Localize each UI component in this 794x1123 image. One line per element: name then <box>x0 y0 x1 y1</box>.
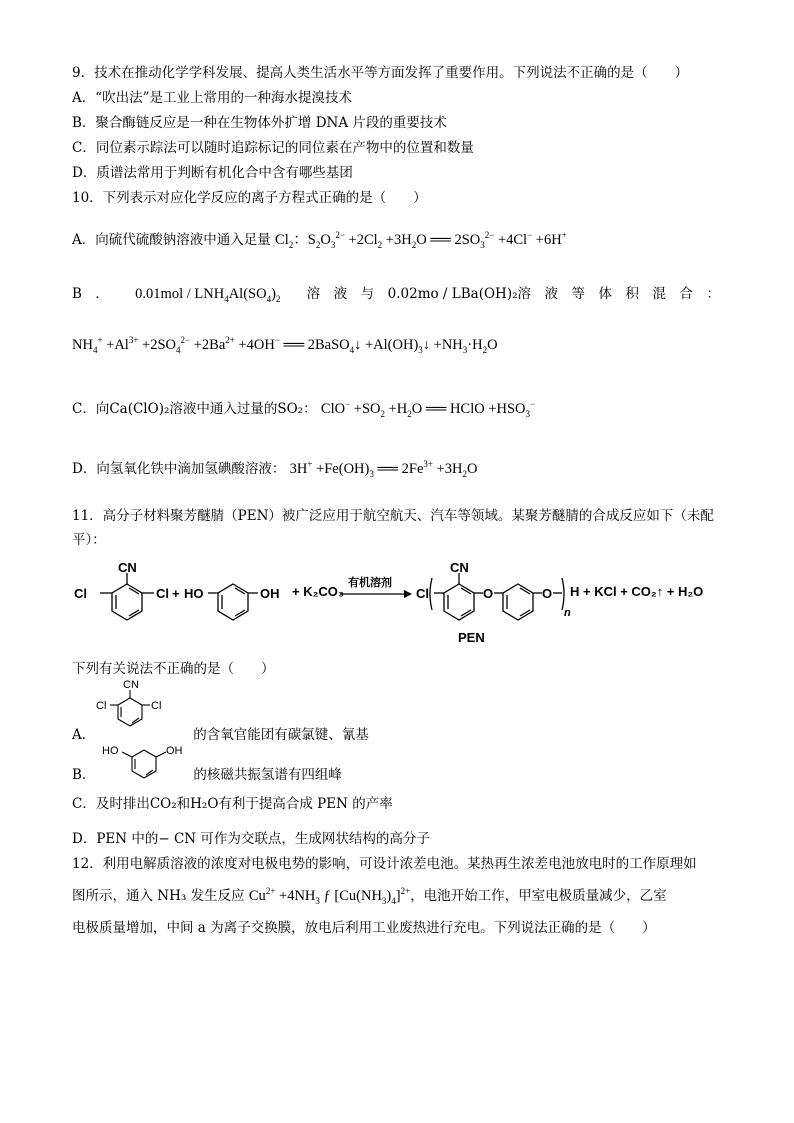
q10-option-d-text: D．向氢氧化铁中滴加氢碘酸溶液： <box>72 461 286 477</box>
q11-option-b-label: B． <box>72 767 96 783</box>
option-b-ho-label: HO <box>102 745 119 757</box>
q12-line1: 12．利用电解质溶液的浓度对电极电势的影响，可设计浓差电池。某热再生浓差电池放电时的工作原理如 <box>72 856 697 872</box>
q12-line2 <box>72 887 667 905</box>
cl-label-product: Cl <box>416 586 429 601</box>
synthesis-reaction-scheme <box>72 560 732 650</box>
option-a-cl-label-1: Cl <box>96 700 107 712</box>
bracket-right <box>562 578 564 610</box>
pen-label: PEN <box>458 630 485 645</box>
q12-line3: 电极质量增加，中间 a 为离子交换膜，放电后利用工业废热进行充电。下列说法正确的是（ ） <box>72 920 656 936</box>
q10-option-c <box>72 400 535 418</box>
q10-option-c-text: C．向Ca(ClO)₂溶液中通入过量的SO₂： <box>72 401 317 417</box>
q11-option-d: D．PEN 中的− CN 可作为交联点，生成网状结构的高分子 <box>72 831 430 847</box>
o-label-2: O <box>542 586 553 601</box>
option-a-cl-label-2: Cl <box>151 700 162 712</box>
q10-option-c-equation: $ClO^- +SO_2 +H_2O$ ══ HClO $+HSO_3^-$ <box>320 399 536 419</box>
q10-option-b-text: 溶 液 与 0.02mo / LBa(OH)₂溶 液 等 体 积 混 合 ： <box>306 286 720 302</box>
q11-option-b <box>72 766 342 784</box>
q11-stem-line2: 平）： <box>72 532 106 548</box>
q10-option-b-equation: $NH_4^+ +Al^{3+} +2SO_4^{2-} +2Ba^{2+} +4OH^-$ ══ 2BaSO$_4$↓ $+Al(OH)_3↓ +NH_3\cdot H_2O$ <box>72 335 498 355</box>
q10-option-d-equation: $3H^+ +Fe(OH)_3$ ══ $2Fe^{3+} +3H_2O$ <box>289 459 478 479</box>
q10-option-b-label: B ． <box>72 286 109 302</box>
reaction-condition: 有机溶剂 <box>348 576 392 589</box>
resorcinol-structure <box>208 584 258 620</box>
q12-equilibrium: $Cu^{2+} +4NH_3$ ƒ $[Cu(NH_3)_4]^{2+}$ <box>248 886 411 906</box>
q9-option-a: A．“吹出法”是工业上常用的一种海水提溴技术 <box>72 90 353 106</box>
q10-option-a-equation: $Cl_2$：$S_2O_3^{2-} +2Cl_2 +3H_2O$ ══ $2SO_3^{2-} +4Cl^- +6H^+$ <box>275 230 567 250</box>
ho-label-1: HO <box>184 586 204 601</box>
q9-stem: 9．技术在推动化学学科发展、提高人类生活水平等方面发挥了重要作用。下列说法不正确的是（ ） <box>72 65 689 81</box>
option-b-oh-label: OH <box>166 745 183 757</box>
q10-option-b-conc: $0.01mol / LNH_4Al(SO_4)_2$ <box>135 286 281 304</box>
n-subscript: n <box>564 607 571 619</box>
k2co3-label: + K₂CO₃ <box>292 584 344 599</box>
q11-stem-line1: 11．高分子材料聚芳醚腈（PEN）被广泛应用于航空航天、汽车等领域。某聚芳醚腈的合成反应如下（未配 <box>72 508 714 524</box>
plus-1: + <box>172 586 180 601</box>
q11-option-a-label: A． <box>72 727 96 743</box>
q10-stem: 10．下列表示对应化学反应的离子方程式正确的是（ ） <box>72 190 427 206</box>
cl-label-1: Cl <box>74 586 87 601</box>
cn-label-product: CN <box>450 560 469 575</box>
reaction-arrowhead <box>404 590 412 598</box>
q11-option-c: C．及时排出CO₂和H₂O有利于提高合成 PEN 的产率 <box>72 796 393 812</box>
q10-option-b-line <box>72 285 720 303</box>
cn-label-1: CN <box>118 560 137 575</box>
q9-option-d: D．质谱法常用于判断有机化合中含有哪些基团 <box>72 165 353 181</box>
q10-option-d <box>72 460 477 478</box>
reaction-scheme-drawing <box>72 560 732 650</box>
q12-line2-pre: 图所示，通入 NH₃ 发生反应 <box>72 888 245 904</box>
q10-option-a-text: A．向硫代硫酸钠溶液中通入足量 <box>72 232 271 248</box>
reaction-products: H + KCl + CO₂↑ + H₂O <box>570 584 704 599</box>
dichlorobenzonitrile-structure <box>100 573 154 620</box>
option-a-structure <box>94 678 164 732</box>
q9-option-c: C．同位素示踪法可以随时追踪标记的同位素在产物中的位置和数量 <box>72 140 474 156</box>
q11-option-b-text: 的核磁共振氢谱有四组峰 <box>193 767 342 783</box>
q11-option-a-text: 的含氧官能团有碳氯键、氰基 <box>193 727 369 743</box>
o-label-1: O <box>483 586 494 601</box>
oh-label-1: OH <box>260 586 280 601</box>
cl-label-2: Cl <box>156 586 169 601</box>
q10-option-a <box>72 231 567 249</box>
q12-line2-post: ，电池开始工作，甲室电极质量减少，乙室 <box>410 888 667 904</box>
q11-sub-stem: 下列有关说法不正确的是（ ） <box>72 661 275 677</box>
option-a-cn-label: CN <box>123 679 139 691</box>
q9-option-b: B．聚合酶链反应是一种在生物体外扩增 DNA 片段的重要技术 <box>72 115 447 131</box>
bracket-left <box>430 578 432 610</box>
